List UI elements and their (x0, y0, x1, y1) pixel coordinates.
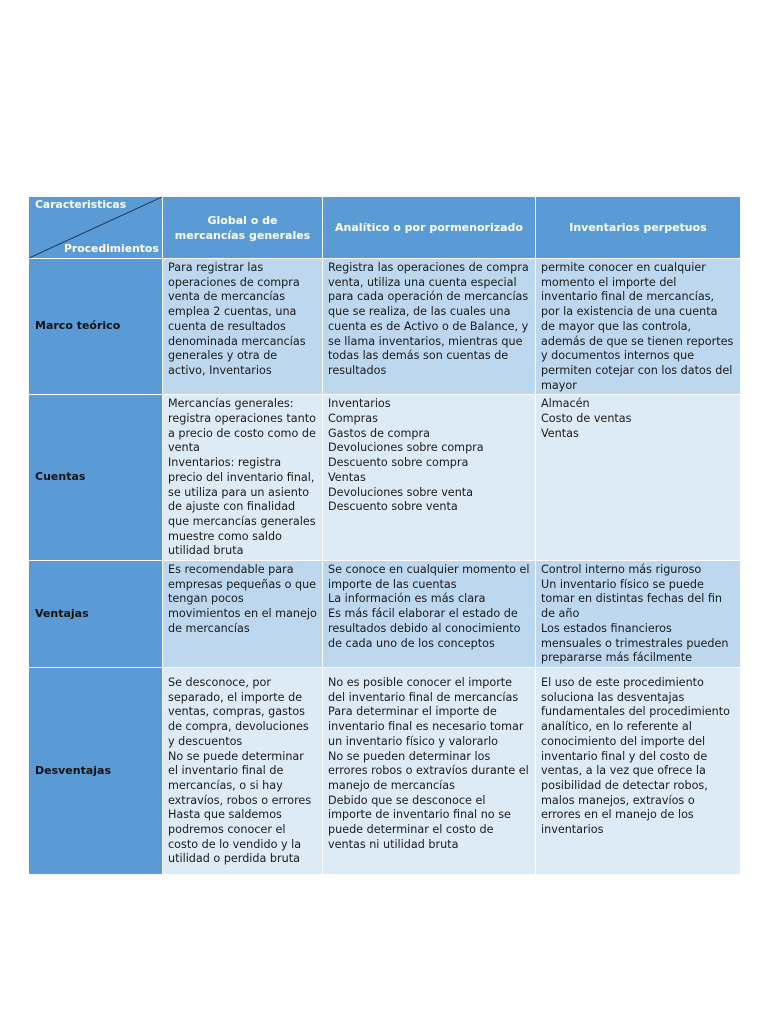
cell-text: permite conocer en cualquier momento el importe del inventario final de mercancías, por la existencia de una cuenta de mayor que las controla, además de que se tienen reportes y documentos internos que permiten cotejar con los datos del mayor (541, 261, 737, 392)
cell-text: Para determinar el importe de inventario final es necesario tomar un inventario físico y valorarlo (328, 705, 528, 748)
cell-cuentas-global (163, 395, 323, 561)
cell-text: Inventarios (328, 397, 391, 411)
column-header-perpetuos: Inventarios perpetuos (536, 197, 741, 259)
cell-text: Descuento sobre venta (328, 500, 458, 514)
cell-ventajas-global (163, 561, 323, 668)
cell-cuentas-analitico (323, 395, 536, 561)
cell-text: Hasta que saldemos podremos conocer el costo de lo vendido y la utilidad o perdida bruta (168, 808, 305, 866)
cell-text: Ventas (328, 470, 366, 484)
cell-text: Se conoce en cualquier momento el importe de las cuentas (328, 563, 534, 591)
column-header-global: Global o de mercancías generales (163, 197, 323, 259)
cell-text: Debido que se desconoce el importe de inventario final no se puede determinar el costo de ventas ni utilidad bruta (328, 793, 515, 851)
cell-text: Compras (328, 412, 378, 426)
cell-marco-analitico (323, 259, 536, 395)
cell-text: Un inventario físico se puede tomar en distintas fechas del fin de año (541, 577, 726, 621)
row-ventajas (29, 561, 741, 668)
cell-desventajas-global (163, 667, 323, 874)
column-header-analitico: Analítico o por pormenorizado (323, 197, 536, 259)
cell-ventajas-analitico (323, 561, 536, 668)
cell-text: Mercancías generales: registra operaciones tanto a precio de costo como de venta (168, 397, 320, 455)
cell-text: Descuento sobre compra (328, 456, 469, 470)
cell-text: Almacén (541, 397, 590, 411)
row-marco-teorico (29, 259, 741, 395)
row-header-marco-teorico: Marco teórico (29, 259, 163, 395)
corner-label-procedures: Procedimientos (64, 242, 159, 256)
cell-text: La información es más clara (328, 592, 486, 606)
cell-text: Devoluciones sobre compra (328, 441, 484, 455)
cell-text: No se pueden determinar los errores robos o extravíos durante el manejo de mercancías (328, 749, 533, 792)
cell-text: Costo de ventas (541, 412, 632, 426)
cell-text: Devoluciones sobre venta (328, 485, 474, 499)
cell-ventajas-perpetuos (536, 561, 741, 668)
comparison-table-container (28, 196, 740, 875)
cell-text: Es recomendable para empresas pequeñas o que tengan pocos movimientos en el manejo de mercancías (168, 563, 321, 635)
cell-marco-perpetuos (536, 259, 741, 395)
cell-text: Se desconoce, por separado, el importe de ventas, compras, gastos de compra, devoluciones y descuentos (168, 675, 313, 748)
cell-text: No es posible conocer el importe del inventario final de mercancías (328, 675, 519, 704)
comparison-table (28, 196, 741, 875)
row-desventajas (29, 667, 741, 874)
cell-text: Los estados financieros mensuales o trimestrales pueden prepararse más fácilmente (541, 621, 733, 665)
cell-text: Para registrar las operaciones de compra venta de mercancías emplea 2 cuentas, una cuenta de resultados denominada mercancías generales y otra de activo, Inventarios (168, 261, 310, 377)
row-header-cuentas: Cuentas (29, 395, 163, 561)
cell-text: Ventas (541, 426, 579, 440)
cell-text: No se puede determinar el inventario final de mercancías, o si hay extravíos, robos o errores (168, 749, 312, 807)
cell-desventajas-perpetuos (536, 667, 741, 874)
corner-header-cell (29, 197, 163, 259)
cell-text: Control interno más riguroso (541, 563, 702, 577)
row-header-desventajas: Desventajas (29, 667, 163, 874)
cell-text: Registra las operaciones de compra venta, utiliza una cuenta especial para cada operación de mercancías que se realiza, de las cuales una cuenta es de Activo o de Balance, y se llama inventarios, mientras que todas las demás son cuentas de resultados (328, 261, 533, 377)
cell-text: Gastos de compra (328, 426, 430, 440)
cell-desventajas-analitico (323, 667, 536, 874)
row-cuentas (29, 395, 741, 561)
row-header-ventajas: Ventajas (29, 561, 163, 668)
cell-text: Inventarios: registra precio del inventario final, se utiliza para un asiento de ajuste con finalidad que mercancías generales muestre como saldo utilidad bruta (168, 456, 320, 558)
table-header-row (29, 197, 741, 259)
cell-cuentas-perpetuos (536, 395, 741, 561)
cell-text: Es más fácil elaborar el estado de resultados debido al conocimiento de cada uno de los conceptos (328, 607, 525, 650)
corner-label-characteristics: Caracteristicas (35, 198, 127, 211)
cell-marco-global (163, 259, 323, 395)
cell-text: El uso de este procedimiento soluciona las desventajas fundamentales del procedimiento analítico, en lo referente al conocimiento del importe del inventario final y del costo de ventas, a la vez que ofrece la posibilidad de detectar robos, malos manejos, extravíos o errores en el manejo de los inventarios (541, 675, 734, 837)
